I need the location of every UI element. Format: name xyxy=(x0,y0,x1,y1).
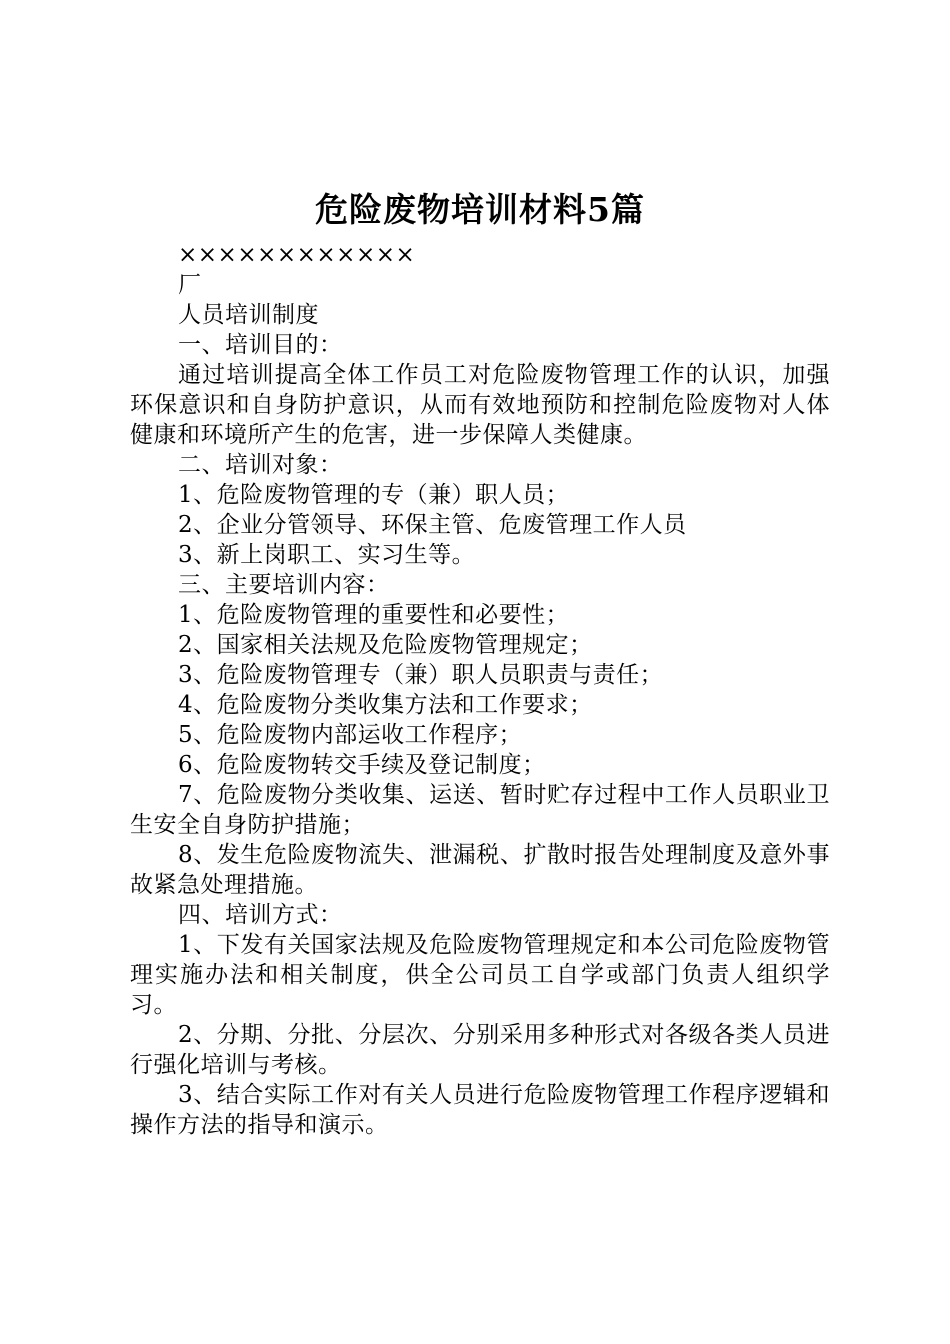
section-heading: 四、培训方式： xyxy=(178,902,343,928)
list-item: 2、分期、分批、分层次、分别采用多种形式对各级各类人员进行强化培训与考核。 xyxy=(130,1022,830,1078)
list-item: 8、发生危险废物流失、泄漏税、扩散时报告处理制度及意外事故紧急处理措施。 xyxy=(130,842,830,898)
section-heading: 二、培训对象： xyxy=(178,452,343,478)
document-title: 危险废物培训材料5篇 xyxy=(315,190,645,229)
paragraph: 厂 xyxy=(178,272,202,298)
paragraph: ×××××××××××× xyxy=(178,242,416,268)
paragraph: 人员培训制度 xyxy=(178,302,319,328)
section-heading: 一、培训目的： xyxy=(178,332,343,358)
list-item: 2、企业分管领导、环保主管、危废管理工作人员 xyxy=(178,512,687,538)
paragraph: 通过培训提高全体工作员工对危险废物管理工作的认识，加强环保意识和自身防护意识，从而有效地预防和控制危险废物对人体健康和环境所产生的危害，进一步保障人类健康。 xyxy=(130,362,830,448)
list-item: 3、新上岗职工、实习生等。 xyxy=(178,542,476,568)
list-item: 2、国家相关法规及危险废物管理规定； xyxy=(178,632,593,658)
list-item: 3、结合实际工作对有关人员进行危险废物管理工作程序逻辑和操作方法的指导和演示。 xyxy=(130,1082,830,1138)
list-item: 3、危险废物管理专（兼）职人员职责与责任； xyxy=(178,662,664,688)
document-page xyxy=(130,186,830,1140)
list-item: 1、危险废物管理的专（兼）职人员； xyxy=(178,482,570,508)
list-item: 7、危险废物分类收集、运送、暂时贮存过程中工作人员职业卫生安全自身防护措施； xyxy=(130,782,830,838)
list-item: 1、危险废物管理的重要性和必要性； xyxy=(178,602,570,628)
list-item: 6、危险废物转交手续及登记制度； xyxy=(178,752,546,778)
list-item: 4、危险废物分类收集方法和工作要求； xyxy=(178,692,593,718)
list-item: 5、危险废物内部运收工作程序； xyxy=(178,722,523,748)
section-heading: 三、主要培训内容： xyxy=(178,572,390,598)
list-item: 1、下发有关国家法规及危险废物管理规定和本公司危险废物管理实施办法和相关制度，供全公司员工自学或部门负责人组织学习。 xyxy=(130,932,830,1018)
